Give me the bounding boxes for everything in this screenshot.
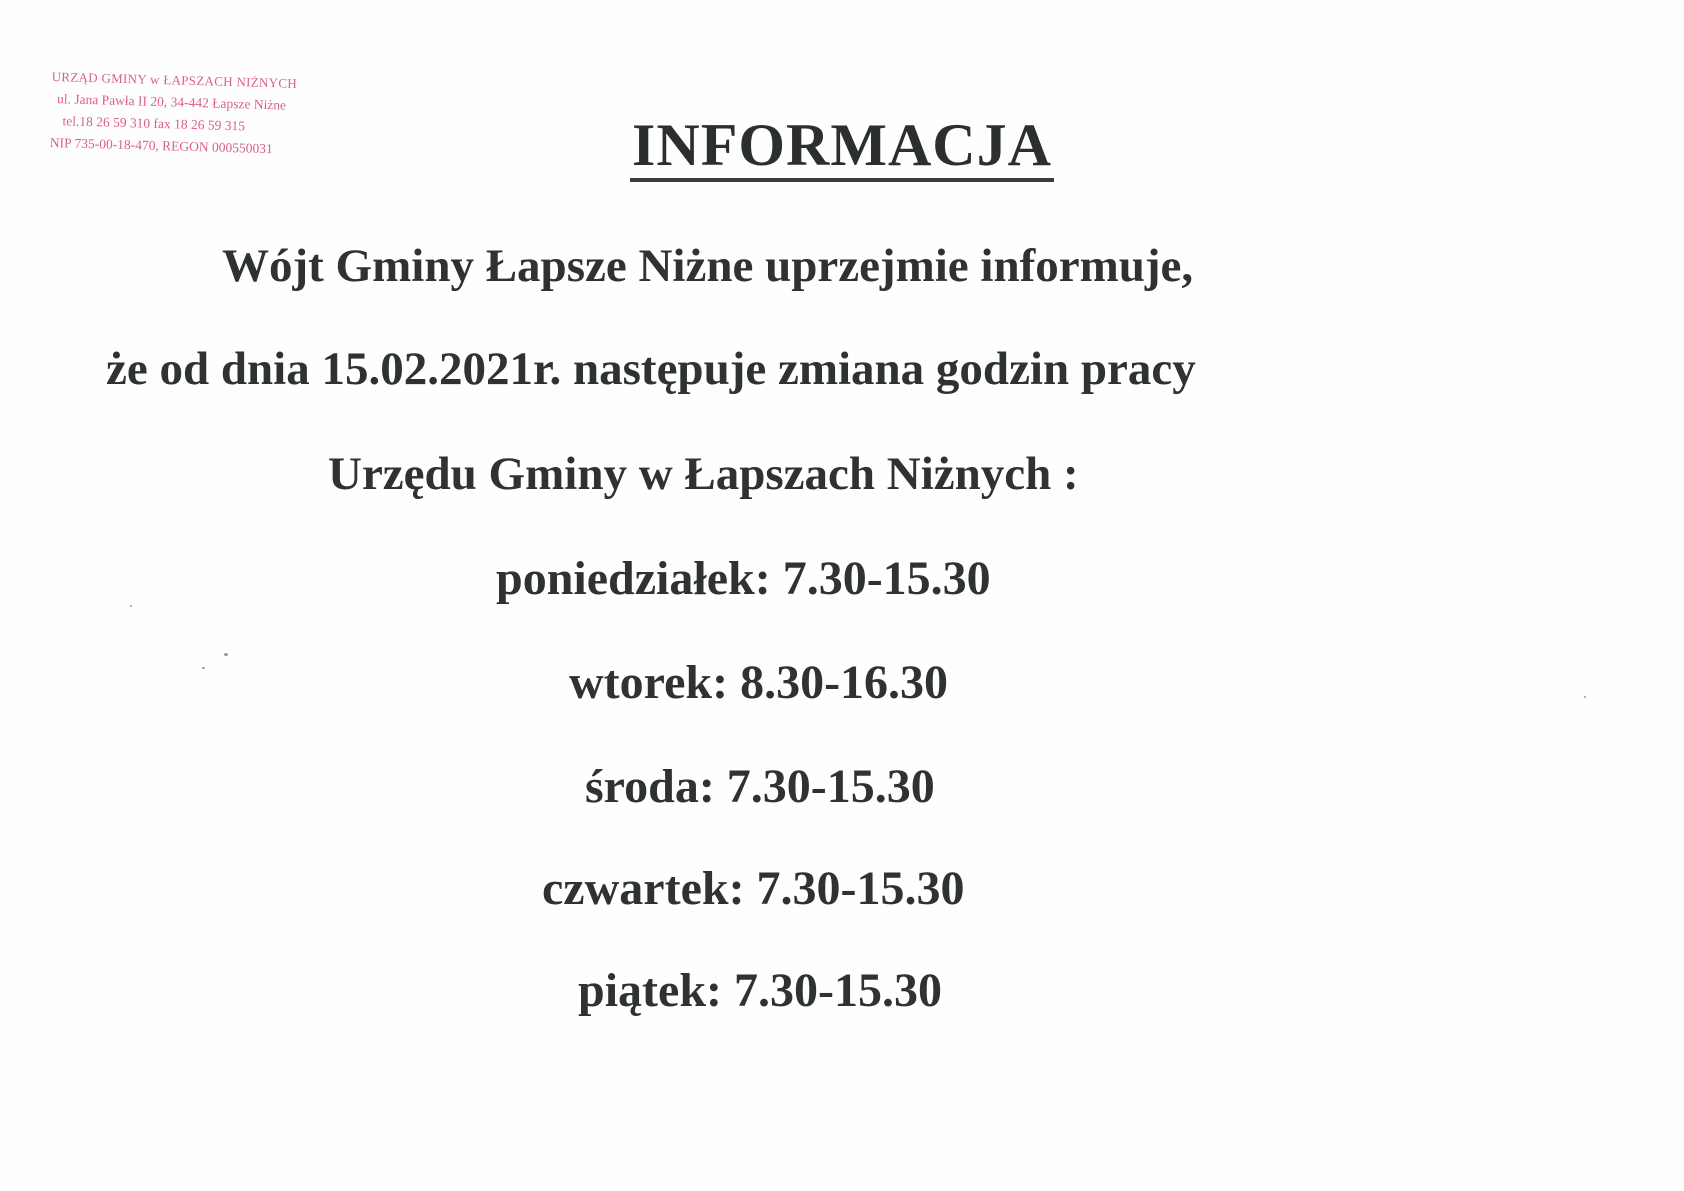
document-title-wrap (0, 112, 1684, 182)
stamp-phone-fax: tel.18 26 59 310 fax 18 26 59 315 (62, 113, 246, 134)
schedule-row-thursday: czwartek: 7.30-15.30 (542, 862, 965, 915)
announcement-line-3: Urzędu Gminy w Łapszach Niżnych : (328, 448, 1079, 500)
scan-speck (224, 653, 228, 656)
scan-speck (202, 667, 205, 669)
schedule-row-wednesday: środa: 7.30-15.30 (585, 760, 935, 813)
stamp-address: ul. Jana Pawła II 20, 34-442 Łapsze Niżne (56, 91, 287, 113)
announcement-line-1: Wójt Gminy Łapsze Niżne uprzejmie informuje, (222, 240, 1194, 292)
stamp-office-name: URZĄD GMINY w ŁAPSZACH NIŻNYCH (51, 68, 298, 91)
schedule-row-friday: piątek: 7.30-15.30 (578, 964, 942, 1017)
scan-speck (130, 605, 132, 607)
schedule-row-tuesday: wtorek: 8.30-16.30 (569, 656, 949, 709)
stamp-nip-regon: NIP 735-00-18-470, REGON 000550031 (49, 134, 273, 157)
scan-speck (1584, 696, 1586, 698)
announcement-line-2: że od dnia 15.02.2021r. następuje zmiana godzin pracy (106, 343, 1196, 395)
schedule-row-monday: poniedziałek: 7.30-15.30 (496, 552, 991, 605)
document-title: INFORMACJA (630, 112, 1054, 182)
